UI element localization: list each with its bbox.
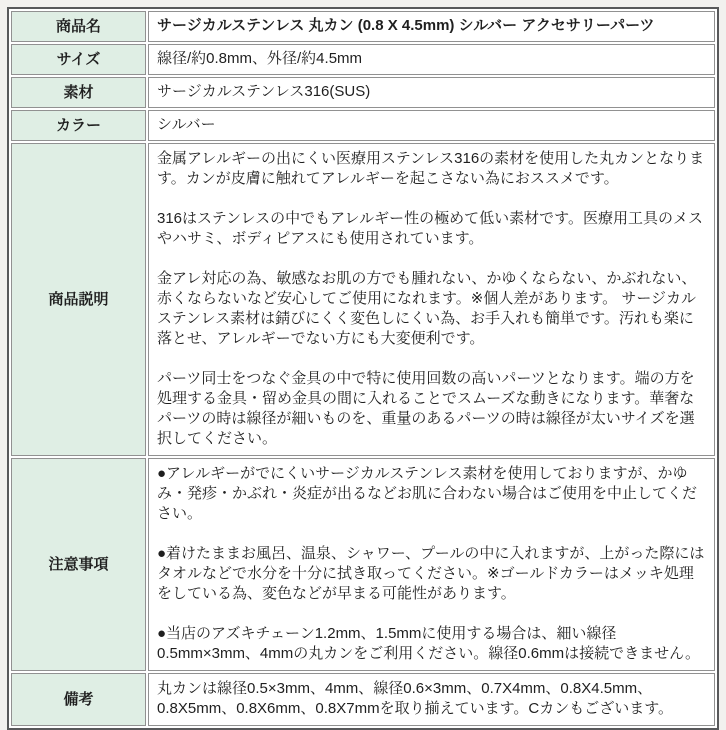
paragraph: ●着けたままお風呂、温泉、シャワー、プールの中に入れますが、上がった際にはタオルなどで水分を十分に拭き取ってください。※ゴールドカラーはメッキ処理をしている為、変色などが早まる可能性があります。 (157, 545, 705, 602)
remarks-value: 丸カンは線径0.5×3mm、4mm、線径0.6×3mm、0.7X4mm、0.8X4.5mm、0.8X5mm、0.8X6mm、0.8X7mmを取り揃えています。Cカンもございます。 (148, 673, 715, 726)
material-value: サージカルステンレス316(SUS) (148, 77, 715, 108)
row-color (11, 110, 715, 141)
size-label: サイズ (11, 44, 146, 75)
color-label: カラー (11, 110, 146, 141)
paragraph: ●当店のアズキチェーン1.2mm、1.5mmに使用する場合は、細い線径0.5mm×3mm、4mmの丸カンをご利用ください。線径0.6mmは接続できません。 (157, 625, 701, 662)
row-product-name (11, 11, 715, 42)
paragraph: 316はステンレスの中でもアレルギー性の極めて低い素材です。医療用工具のメスやハサミ、ボディピアスにも使用されています。 (157, 210, 703, 247)
paragraph: 金アレ対応の為、敏感なお肌の方でも腫れない、かゆくならない、かぶれない、赤くならないなど安心してご使用になれます。※個人差があります。 サージカルステンレス素材は錆びにくく変色しにくい為、お手入れも簡単です。汚れも楽に落とせ、アレルギーでない方にも大変便利です。 (157, 270, 697, 347)
color-value: シルバー (148, 110, 715, 141)
notes-label: 注意事項 (11, 458, 146, 671)
row-remarks (11, 673, 715, 726)
product-spec-table (7, 7, 719, 730)
row-material (11, 77, 715, 108)
row-notes (11, 458, 715, 671)
row-description (11, 143, 715, 456)
description-value (148, 143, 715, 456)
product-name-label: 商品名 (11, 11, 146, 42)
paragraph: パーツ同士をつなぐ金具の中で特に使用回数の高いパーツとなります。端の方を処理する金具・留め金具の間に入れることでスムーズな動きになります。華奢なパーツの時は線径が細いものを、重量のあるパーツの時は線径が太いサイズを選択してください。 (157, 370, 695, 447)
notes-value (148, 458, 715, 671)
paragraph: ●アレルギーがでにくいサージカルステンレス素材を使用しておりますが、かゆみ・発疹・かぶれ・炎症が出るなどお肌に合わない場合はご使用を中止してください。 (157, 465, 698, 522)
product-name-value: サージカルステンレス 丸カン (0.8 X 4.5mm) シルバー アクセサリーパーツ (148, 11, 715, 42)
spec-table-body (11, 11, 715, 726)
material-label: 素材 (11, 77, 146, 108)
description-label: 商品説明 (11, 143, 146, 456)
row-size (11, 44, 715, 75)
remarks-label: 備考 (11, 673, 146, 726)
paragraph: 金属アレルギーの出にくい医療用ステンレス316の素材を使用した丸カンとなります。カンが皮膚に触れてアレルギーを起こさない為におススメです。 (157, 150, 705, 187)
size-value: 線径/約0.8mm、外径/約4.5mm (148, 44, 715, 75)
